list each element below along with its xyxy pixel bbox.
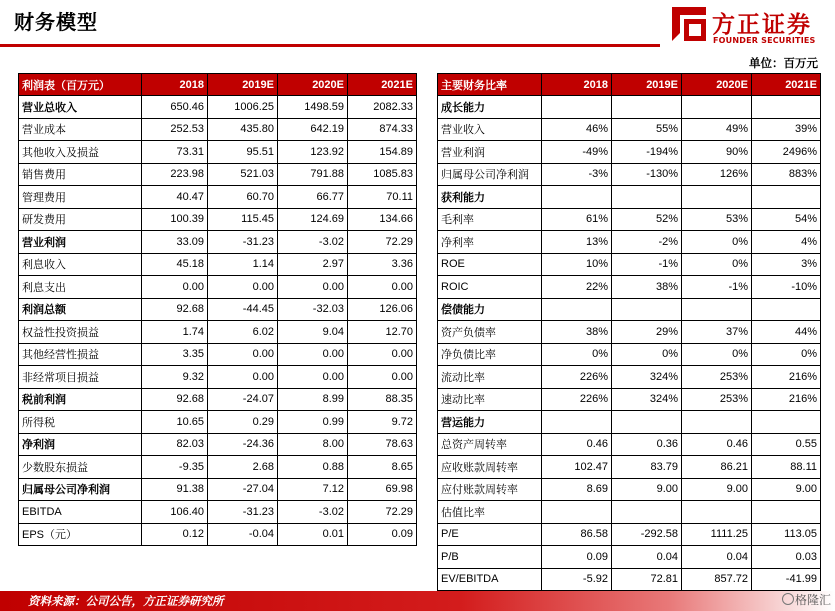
- cell-value: 82.03: [142, 433, 208, 456]
- row-label: 利息支出: [19, 276, 142, 299]
- cell-value: [752, 411, 821, 434]
- table-row: [19, 186, 417, 209]
- row-label: 管理费用: [19, 186, 142, 209]
- cell-value: 86.21: [682, 456, 752, 479]
- cell-value: -194%: [612, 141, 682, 164]
- cell-value: 2082.33: [348, 96, 417, 119]
- cell-value: 123.92: [278, 141, 348, 164]
- income-statement-table: [18, 73, 417, 546]
- cell-value: -5.92: [542, 568, 612, 591]
- cell-value: 3%: [752, 253, 821, 276]
- cell-value: -0.04: [208, 523, 278, 546]
- cell-value: 52%: [612, 208, 682, 231]
- cell-value: 642.19: [278, 118, 348, 141]
- cell-value: 1498.59: [278, 96, 348, 119]
- row-label: 应付账款周转率: [438, 478, 542, 501]
- table-row: [19, 276, 417, 299]
- table-row: [438, 388, 821, 411]
- cell-value: 0%: [682, 253, 752, 276]
- cell-value: 44%: [752, 321, 821, 344]
- cell-value: 874.33: [348, 118, 417, 141]
- cell-value: 0.46: [542, 433, 612, 456]
- table-row: [438, 523, 821, 546]
- column-header-year: 2021E: [752, 74, 821, 96]
- cell-value: 0.00: [142, 276, 208, 299]
- table-row: [438, 433, 821, 456]
- row-label: EBITDA: [19, 501, 142, 524]
- cell-value: 33.09: [142, 231, 208, 254]
- row-label: 税前利润: [19, 388, 142, 411]
- table-row: [438, 456, 821, 479]
- source-note: 资料来源：公司公告，方正证券研究所: [28, 594, 224, 608]
- unit-label: 单位：百万元: [749, 56, 818, 70]
- row-label: 应收账款周转率: [438, 456, 542, 479]
- table-row: [19, 456, 417, 479]
- cell-value: [542, 411, 612, 434]
- cell-value: 88.11: [752, 456, 821, 479]
- cell-value: 9.72: [348, 411, 417, 434]
- cell-value: 73.31: [142, 141, 208, 164]
- financial-ratio-table: [437, 73, 821, 591]
- cell-value: 0.09: [542, 546, 612, 569]
- cell-value: 521.03: [208, 163, 278, 186]
- column-header-label: 主要财务比率: [438, 74, 542, 96]
- row-label: 其他收入及损益: [19, 141, 142, 164]
- cell-value: 154.89: [348, 141, 417, 164]
- cell-value: 0.99: [278, 411, 348, 434]
- row-label: 营运能力: [438, 411, 542, 434]
- cell-value: -31.23: [208, 231, 278, 254]
- table-row: [438, 208, 821, 231]
- cell-value: -1%: [612, 253, 682, 276]
- cell-value: 69.98: [348, 478, 417, 501]
- table-row: [438, 546, 821, 569]
- cell-value: 226%: [542, 388, 612, 411]
- table-row: [19, 163, 417, 186]
- cell-value: 0.03: [752, 546, 821, 569]
- row-label: 利润总额: [19, 298, 142, 321]
- row-label: P/B: [438, 546, 542, 569]
- cell-value: 0%: [752, 343, 821, 366]
- table-row: [19, 411, 417, 434]
- table-row: [19, 388, 417, 411]
- cell-value: -49%: [542, 141, 612, 164]
- cell-value: 0.04: [682, 546, 752, 569]
- cell-value: 115.45: [208, 208, 278, 231]
- cell-value: 126%: [682, 163, 752, 186]
- cell-value: 0.09: [348, 523, 417, 546]
- table-row: [19, 298, 417, 321]
- cell-value: 55%: [612, 118, 682, 141]
- cell-value: 435.80: [208, 118, 278, 141]
- row-label: 权益性投资损益: [19, 321, 142, 344]
- cell-value: 126.06: [348, 298, 417, 321]
- table-row: [438, 411, 821, 434]
- cell-value: 100.39: [142, 208, 208, 231]
- cell-value: 0.00: [348, 276, 417, 299]
- cell-value: 1.14: [208, 253, 278, 276]
- column-header-year: 2018: [142, 74, 208, 96]
- cell-value: 72.29: [348, 501, 417, 524]
- cell-value: [542, 186, 612, 209]
- cell-value: [752, 96, 821, 119]
- cell-value: [682, 298, 752, 321]
- cell-value: 650.46: [142, 96, 208, 119]
- cell-value: 38%: [542, 321, 612, 344]
- column-header-year: 2019E: [208, 74, 278, 96]
- cell-value: -27.04: [208, 478, 278, 501]
- table-row: [438, 321, 821, 344]
- cell-value: 1111.25: [682, 523, 752, 546]
- cell-value: 857.72: [682, 568, 752, 591]
- row-label: 成长能力: [438, 96, 542, 119]
- cell-value: -41.99: [752, 568, 821, 591]
- cell-value: [752, 298, 821, 321]
- row-label: 速动比率: [438, 388, 542, 411]
- cell-value: [542, 96, 612, 119]
- row-label: ROIC: [438, 276, 542, 299]
- column-header-year: 2020E: [278, 74, 348, 96]
- row-label: 销售费用: [19, 163, 142, 186]
- cell-value: [612, 186, 682, 209]
- cell-value: 90%: [682, 141, 752, 164]
- cell-value: 0.00: [208, 366, 278, 389]
- column-header-year: 2021E: [348, 74, 417, 96]
- row-label: 其他经营性损益: [19, 343, 142, 366]
- cell-value: [752, 501, 821, 524]
- cell-value: 0.00: [278, 276, 348, 299]
- cell-value: 0.00: [348, 366, 417, 389]
- cell-value: 0.00: [208, 343, 278, 366]
- cell-value: 54%: [752, 208, 821, 231]
- table-row: [438, 163, 821, 186]
- cell-value: 39%: [752, 118, 821, 141]
- row-label: 资产负债率: [438, 321, 542, 344]
- row-label: 归属母公司净利润: [19, 478, 142, 501]
- cell-value: 49%: [682, 118, 752, 141]
- cell-value: 102.47: [542, 456, 612, 479]
- column-header-year: 2019E: [612, 74, 682, 96]
- cell-value: [612, 298, 682, 321]
- cell-value: 92.68: [142, 298, 208, 321]
- cell-value: 6.02: [208, 321, 278, 344]
- cell-value: 10%: [542, 253, 612, 276]
- table-row: [438, 298, 821, 321]
- cell-value: 95.51: [208, 141, 278, 164]
- cell-value: 70.11: [348, 186, 417, 209]
- table-row: [19, 141, 417, 164]
- table-row: [19, 96, 417, 119]
- row-label: 少数股东损益: [19, 456, 142, 479]
- cell-value: 134.66: [348, 208, 417, 231]
- cell-value: 40.47: [142, 186, 208, 209]
- row-label: P/E: [438, 523, 542, 546]
- cell-value: 9.04: [278, 321, 348, 344]
- cell-value: 92.68: [142, 388, 208, 411]
- row-label: 非经常项目损益: [19, 366, 142, 389]
- cell-value: 7.12: [278, 478, 348, 501]
- cell-value: 29%: [612, 321, 682, 344]
- cell-value: 2.68: [208, 456, 278, 479]
- row-label: 估值比率: [438, 501, 542, 524]
- cell-value: 113.05: [752, 523, 821, 546]
- cell-value: 0.36: [612, 433, 682, 456]
- table-row: [438, 478, 821, 501]
- cell-value: -24.07: [208, 388, 278, 411]
- cell-value: [752, 186, 821, 209]
- cell-value: 0.00: [278, 366, 348, 389]
- table-row: [19, 523, 417, 546]
- row-label: 流动比率: [438, 366, 542, 389]
- row-label: ROE: [438, 253, 542, 276]
- row-label: 营业收入: [438, 118, 542, 141]
- cell-value: 22%: [542, 276, 612, 299]
- row-label: EV/EBITDA: [438, 568, 542, 591]
- cell-value: 2.97: [278, 253, 348, 276]
- cell-value: 324%: [612, 366, 682, 389]
- cell-value: [682, 501, 752, 524]
- cell-value: 1085.83: [348, 163, 417, 186]
- header-row: [438, 74, 821, 96]
- table-row: [438, 501, 821, 524]
- cell-value: 216%: [752, 366, 821, 389]
- table-row: [438, 253, 821, 276]
- header-row: [19, 74, 417, 96]
- cell-value: 0%: [542, 343, 612, 366]
- cell-value: [682, 186, 752, 209]
- cell-value: 0.00: [348, 343, 417, 366]
- cell-value: 253%: [682, 388, 752, 411]
- cell-value: 86.58: [542, 523, 612, 546]
- logo-text-en: FOUNDER SECURITIES: [713, 36, 816, 45]
- cell-value: -292.58: [612, 523, 682, 546]
- cell-value: 0.12: [142, 523, 208, 546]
- cell-value: 106.40: [142, 501, 208, 524]
- cell-value: 8.00: [278, 433, 348, 456]
- page-title: 财务模型: [14, 10, 98, 34]
- table-row: [438, 343, 821, 366]
- table-row: [19, 208, 417, 231]
- cell-value: 0.46: [682, 433, 752, 456]
- cell-value: 0.01: [278, 523, 348, 546]
- cell-value: 0.88: [278, 456, 348, 479]
- row-label: 营业利润: [19, 231, 142, 254]
- cell-value: -3.02: [278, 501, 348, 524]
- cell-value: -24.36: [208, 433, 278, 456]
- cell-value: 124.69: [278, 208, 348, 231]
- cell-value: 38%: [612, 276, 682, 299]
- column-header-year: 2020E: [682, 74, 752, 96]
- row-label: 偿债能力: [438, 298, 542, 321]
- cell-value: 883%: [752, 163, 821, 186]
- cell-value: 1006.25: [208, 96, 278, 119]
- cell-value: 46%: [542, 118, 612, 141]
- table-row: [438, 118, 821, 141]
- cell-value: [612, 96, 682, 119]
- cell-value: [542, 501, 612, 524]
- table-row: [19, 253, 417, 276]
- table-row: [438, 96, 821, 119]
- cell-value: 66.77: [278, 186, 348, 209]
- table-row: [19, 433, 417, 456]
- cell-value: 791.88: [278, 163, 348, 186]
- cell-value: 13%: [542, 231, 612, 254]
- watermark-icon: [782, 593, 794, 605]
- cell-value: 37%: [682, 321, 752, 344]
- cell-value: 3.35: [142, 343, 208, 366]
- cell-value: 9.00: [682, 478, 752, 501]
- cell-value: 0%: [682, 343, 752, 366]
- cell-value: 10.65: [142, 411, 208, 434]
- cell-value: 8.99: [278, 388, 348, 411]
- watermark-text: 格隆汇: [794, 593, 831, 607]
- cell-value: 1.74: [142, 321, 208, 344]
- founder-logo-icon: [672, 7, 706, 41]
- cell-value: -3.02: [278, 231, 348, 254]
- cell-value: 12.70: [348, 321, 417, 344]
- watermark: [782, 591, 831, 608]
- row-label: 所得税: [19, 411, 142, 434]
- cell-value: -9.35: [142, 456, 208, 479]
- table-row: [438, 276, 821, 299]
- cell-value: 61%: [542, 208, 612, 231]
- cell-value: [682, 411, 752, 434]
- cell-value: -3%: [542, 163, 612, 186]
- cell-value: 0%: [612, 343, 682, 366]
- cell-value: -31.23: [208, 501, 278, 524]
- cell-value: [542, 298, 612, 321]
- cell-value: -130%: [612, 163, 682, 186]
- cell-value: -10%: [752, 276, 821, 299]
- cell-value: -44.45: [208, 298, 278, 321]
- cell-value: 0%: [682, 231, 752, 254]
- cell-value: 9.00: [612, 478, 682, 501]
- row-label: 利息收入: [19, 253, 142, 276]
- cell-value: [612, 501, 682, 524]
- table-row: [19, 118, 417, 141]
- cell-value: 88.35: [348, 388, 417, 411]
- row-label: 营业利润: [438, 141, 542, 164]
- cell-value: 216%: [752, 388, 821, 411]
- cell-value: 253%: [682, 366, 752, 389]
- cell-value: 72.29: [348, 231, 417, 254]
- table-row: [19, 343, 417, 366]
- cell-value: 0.04: [612, 546, 682, 569]
- table-row: [19, 478, 417, 501]
- header-divider: [0, 44, 660, 47]
- column-header-label: 利润表（百万元）: [19, 74, 142, 96]
- table-row: [19, 501, 417, 524]
- founder-securities-logo: [668, 5, 835, 49]
- cell-value: 0.00: [278, 343, 348, 366]
- row-label: 研发费用: [19, 208, 142, 231]
- cell-value: 223.98: [142, 163, 208, 186]
- cell-value: 45.18: [142, 253, 208, 276]
- cell-value: 83.79: [612, 456, 682, 479]
- row-label: 净利润: [19, 433, 142, 456]
- table-row: [438, 231, 821, 254]
- cell-value: [682, 96, 752, 119]
- row-label: 净负债比率: [438, 343, 542, 366]
- cell-value: 0.55: [752, 433, 821, 456]
- cell-value: 226%: [542, 366, 612, 389]
- row-label: 净利率: [438, 231, 542, 254]
- cell-value: -1%: [682, 276, 752, 299]
- cell-value: 4%: [752, 231, 821, 254]
- cell-value: 252.53: [142, 118, 208, 141]
- table-row: [19, 321, 417, 344]
- cell-value: 8.69: [542, 478, 612, 501]
- cell-value: 2496%: [752, 141, 821, 164]
- table-row: [438, 568, 821, 591]
- cell-value: -32.03: [278, 298, 348, 321]
- cell-value: 60.70: [208, 186, 278, 209]
- cell-value: 91.38: [142, 478, 208, 501]
- cell-value: [612, 411, 682, 434]
- column-header-year: 2018: [542, 74, 612, 96]
- cell-value: -2%: [612, 231, 682, 254]
- row-label: 总资产周转率: [438, 433, 542, 456]
- row-label: 毛利率: [438, 208, 542, 231]
- cell-value: 0.00: [208, 276, 278, 299]
- cell-value: 78.63: [348, 433, 417, 456]
- table-row: [438, 141, 821, 164]
- row-label: 营业成本: [19, 118, 142, 141]
- cell-value: 9.32: [142, 366, 208, 389]
- table-row: [19, 231, 417, 254]
- cell-value: 72.81: [612, 568, 682, 591]
- row-label: 营业总收入: [19, 96, 142, 119]
- logo-text-cn: 方正证券: [712, 12, 812, 38]
- cell-value: 53%: [682, 208, 752, 231]
- table-row: [438, 366, 821, 389]
- cell-value: 3.36: [348, 253, 417, 276]
- cell-value: 0.29: [208, 411, 278, 434]
- cell-value: 324%: [612, 388, 682, 411]
- cell-value: 9.00: [752, 478, 821, 501]
- table-row: [438, 186, 821, 209]
- table-row: [19, 366, 417, 389]
- cell-value: 8.65: [348, 456, 417, 479]
- row-label: 归属母公司净利润: [438, 163, 542, 186]
- row-label: EPS（元）: [19, 523, 142, 546]
- row-label: 获利能力: [438, 186, 542, 209]
